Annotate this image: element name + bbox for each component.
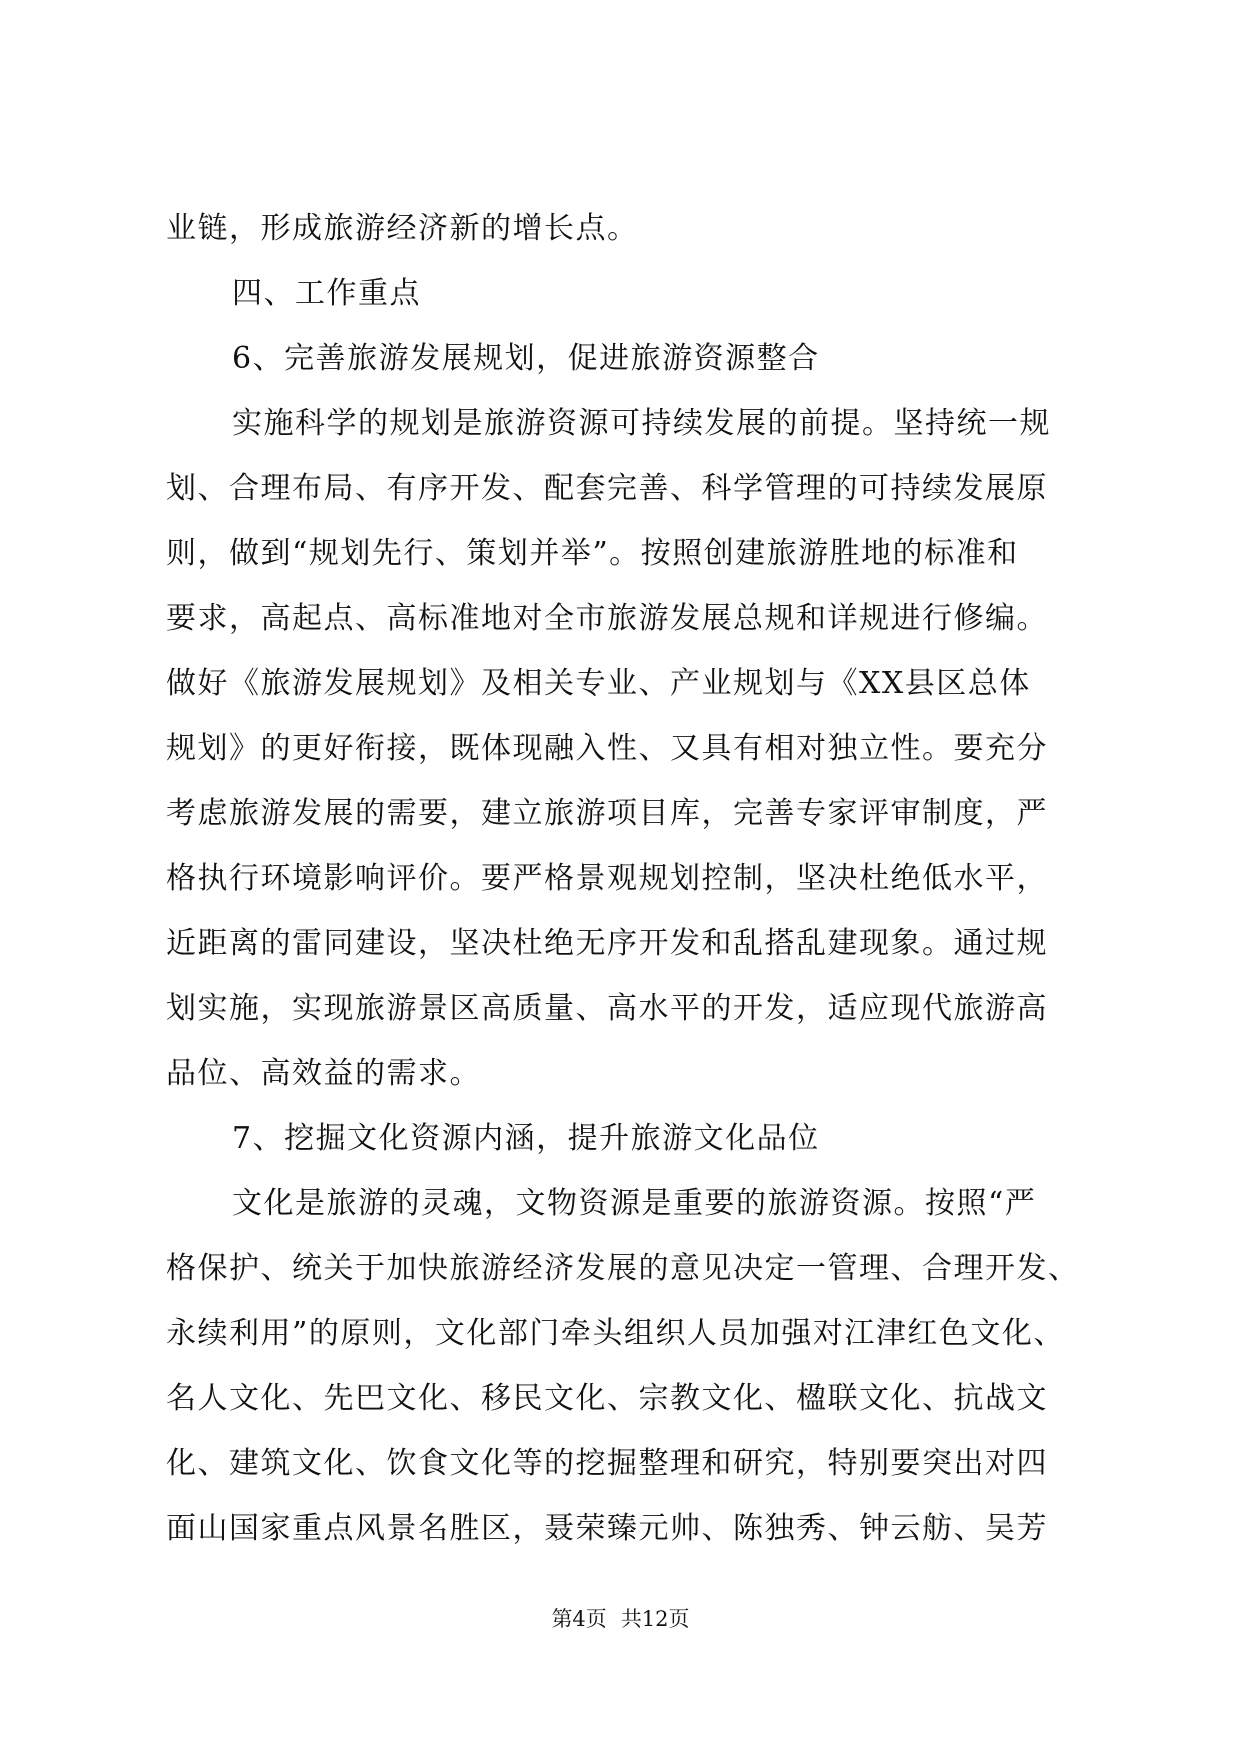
paragraph-line: 则，做到“规划先行、策划并举”。按照创建旅游胜地的标准和 xyxy=(166,536,1019,571)
paragraph-line: 永续利用”的原则，文化部门牵头组织人员加强对江津红色文化、 xyxy=(166,1316,1065,1351)
document-body xyxy=(166,196,1090,1561)
paragraph-line: 名人文化、先巴文化、移民文化、宗教文化、楹联文化、抗战文 xyxy=(166,1381,1048,1416)
page-number-total: 共12页 xyxy=(620,1607,690,1631)
paragraph-line: 规划》的更好衔接，既体现融入性、又具有相对独立性。要充分 xyxy=(166,731,1048,766)
page-number-current: 第4页 xyxy=(551,1607,607,1631)
paragraph-line: 实施科学的规划是旅游资源可持续发展的前提。坚持统一规 xyxy=(232,406,1051,441)
page-footer xyxy=(0,1604,1241,1634)
paragraph-line: 格执行环境影响评价。要严格景观规划控制，坚决杜绝低水平， xyxy=(166,861,1048,896)
paragraph-line: 划实施，实现旅游景区高质量、高水平的开发，适应现代旅游高 xyxy=(166,991,1048,1026)
text-line: 业链，形成旅游经济新的增长点。 xyxy=(166,211,639,246)
section-heading: 四、工作重点 xyxy=(232,276,421,311)
paragraph-line: 品位、高效益的需求。 xyxy=(166,1056,481,1091)
paragraph-line: 格保护、统关于加快旅游经济发展的意见决定一管理、合理开发、 xyxy=(166,1251,1080,1286)
subsection-heading: 7、挖掘文化资源内涵，提升旅游文化品位 xyxy=(232,1121,820,1156)
subsection-heading: 6、完善旅游发展规划，促进旅游资源整合 xyxy=(232,341,820,376)
paragraph-line: 面山国家重点风景名胜区，聂荣臻元帅、陈独秀、钟云舫、吴芳 xyxy=(166,1511,1048,1546)
paragraph-line: 文化是旅游的灵魂，文物资源是重要的旅游资源。按照“严 xyxy=(232,1186,1037,1221)
paragraph-line: 做好《旅游发展规划》及相关专业、产业规划与《XX县区总体 xyxy=(166,666,1031,701)
paragraph-line: 化、建筑文化、饮食文化等的挖掘整理和研究，特别要突出对四 xyxy=(166,1446,1048,1481)
paragraph-line: 要求，高起点、高标准地对全市旅游发展总规和详规进行修编。 xyxy=(166,601,1048,636)
paragraph-line: 划、合理布局、有序开发、配套完善、科学管理的可持续发展原 xyxy=(166,471,1048,506)
paragraph-line: 考虑旅游发展的需要，建立旅游项目库，完善专家评审制度，严 xyxy=(166,796,1048,831)
paragraph-line: 近距离的雷同建设，坚决杜绝无序开发和乱搭乱建现象。通过规 xyxy=(166,926,1048,961)
